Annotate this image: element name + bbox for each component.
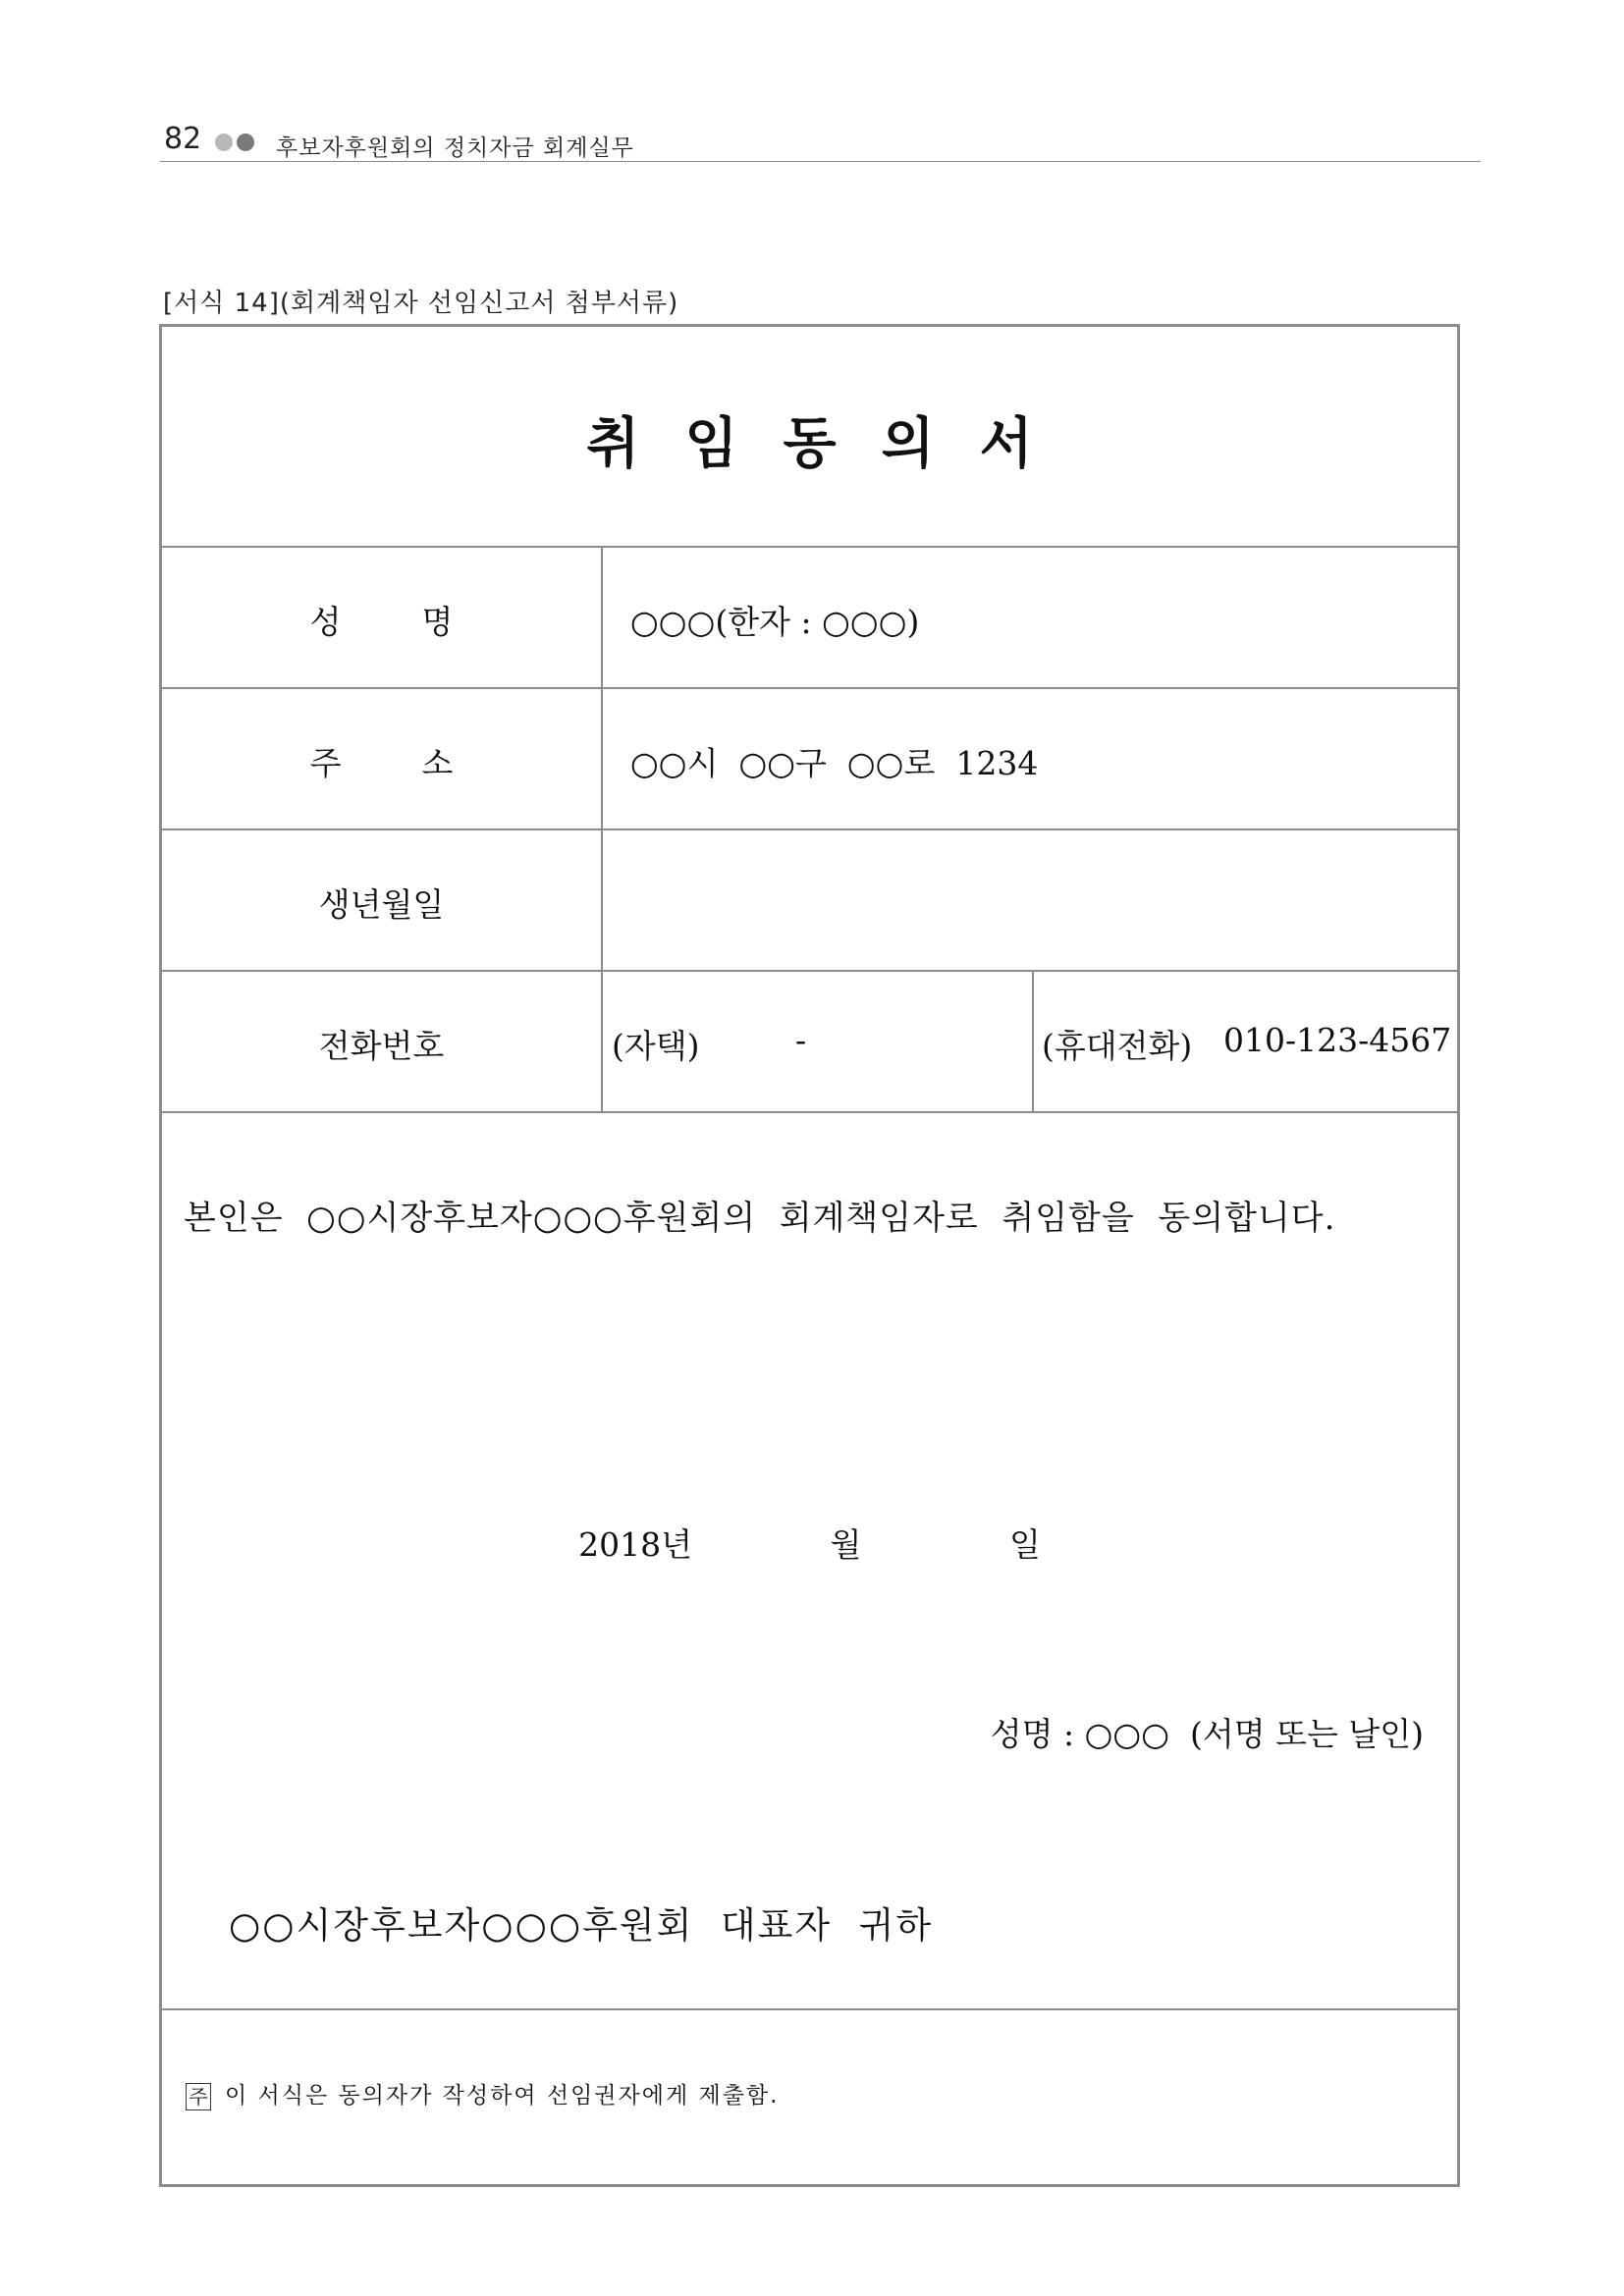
date-day: 일 — [1008, 1525, 1041, 1564]
header-divider — [160, 161, 1481, 162]
name-label: 성명 — [309, 603, 534, 641]
divider — [162, 2008, 1457, 2010]
column-divider — [1032, 970, 1034, 1111]
divider — [162, 546, 1457, 548]
column-divider — [601, 546, 603, 1111]
mobile-phone-value: 010-123-4567 — [1223, 1021, 1452, 1059]
consent-form — [159, 324, 1460, 2187]
divider — [162, 970, 1457, 972]
date-line — [162, 1520, 1457, 1566]
divider — [162, 687, 1457, 689]
form-note — [186, 2077, 779, 2110]
address-value: ○○시 ○○구 ○○로 1234 — [630, 744, 1039, 782]
divider — [162, 1111, 1457, 1113]
date-year: 2018년 — [578, 1525, 693, 1564]
address-label: 주소 — [309, 744, 534, 782]
home-phone-value: - — [795, 1021, 807, 1059]
note-text: 이 서식은 동의자가 작성하여 선임권자에게 제출함. — [225, 2083, 780, 2109]
home-phone-label: (자택) — [612, 1027, 700, 1065]
page-header — [160, 122, 1481, 161]
page-number: 82 — [164, 122, 202, 156]
divider — [162, 828, 1457, 830]
date-month: 월 — [830, 1525, 862, 1564]
book-title: 후보자후원회의 정치자금 회계실무 — [276, 135, 634, 161]
signature-line: 성명 : ○○○ (서명 또는 날인) — [990, 1715, 1424, 1753]
addressee: ○○시장후보자○○○후원회 대표자 귀하 — [229, 1904, 934, 1947]
note-mark-icon: 주 — [186, 2083, 211, 2110]
form-title: 취임동의서 — [586, 412, 1078, 476]
form-caption: [서식 14](회계책임자 선임신고서 첨부서류) — [163, 289, 679, 318]
consent-statement: 본인은 ○○시장후보자○○○후원회의 회계책임자로 취임함을 동의합니다. — [184, 1199, 1336, 1238]
mobile-phone-label: (휴대전화) — [1042, 1027, 1193, 1065]
phone-label: 전화번호 — [318, 1027, 445, 1065]
name-value: ○○○(한자 : ○○○) — [630, 603, 920, 641]
header-bullet-icon — [215, 133, 258, 155]
birth-label: 생년월일 — [318, 885, 445, 924]
